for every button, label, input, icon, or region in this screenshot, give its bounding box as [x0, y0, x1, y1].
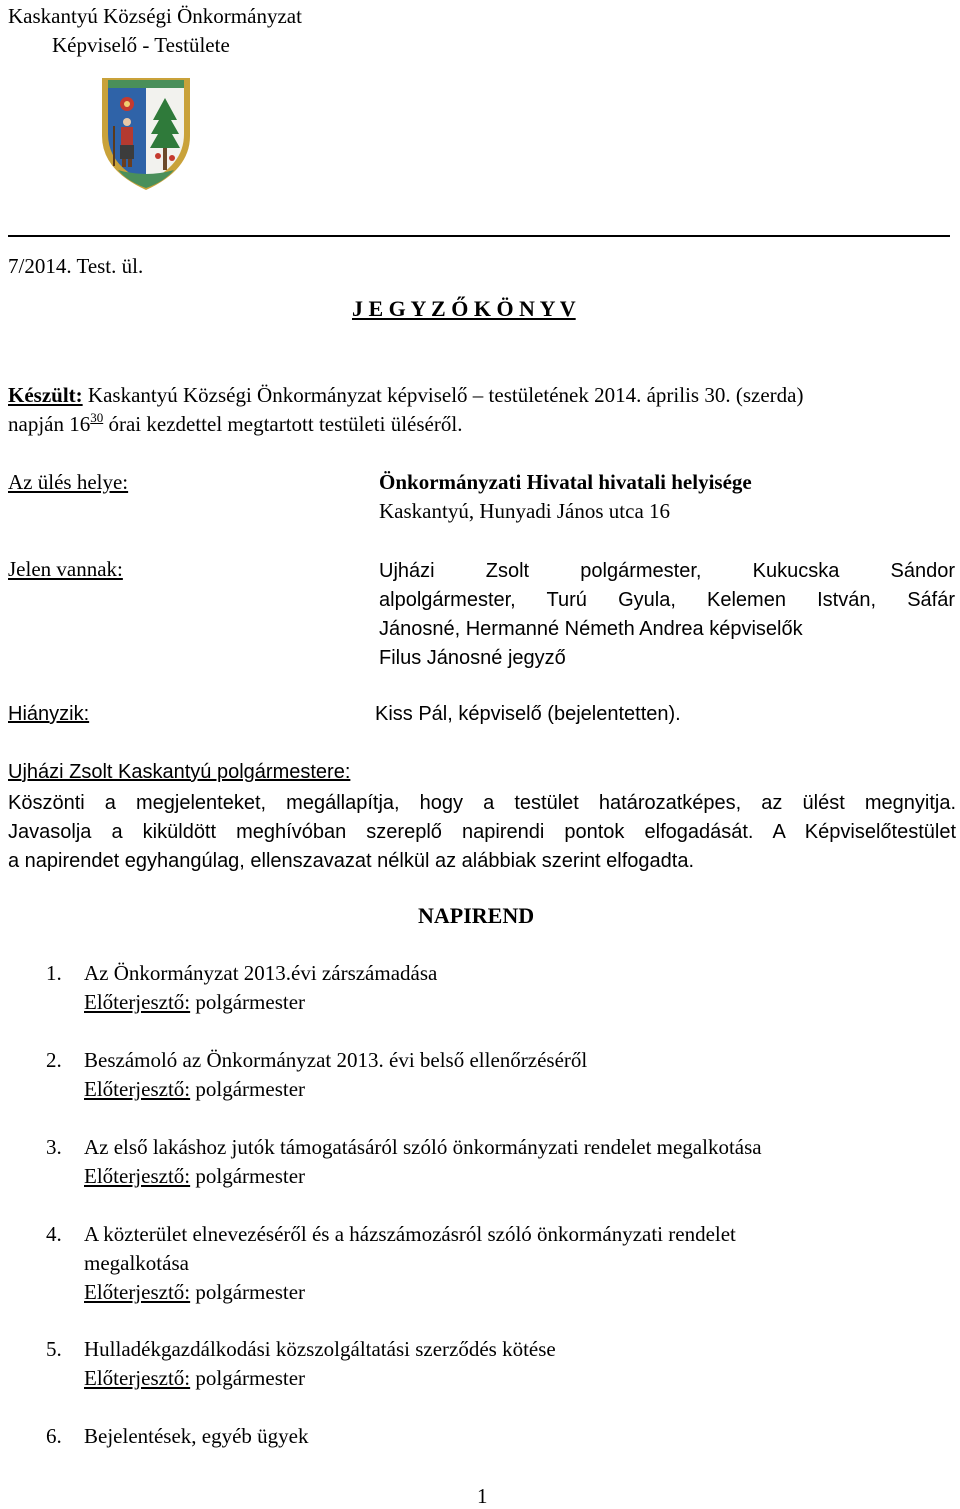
agenda-item-title: Hulladékgazdálkodási közszolgáltatási szerződés kötése: [84, 1337, 556, 1361]
org-name: Kaskantyú Községi Önkormányzat: [8, 4, 302, 28]
mayor-line-1: Köszönti a megjelenteket, megállapítja, hogy a testület határozatképes, az ülést megnyitja.: [8, 792, 956, 814]
present-label: Jelen vannak:: [8, 557, 123, 581]
agenda-item-number: 1.: [46, 961, 62, 985]
mayor-speaker: Ujházi Zsolt Kaskantyú polgármestere:: [8, 761, 351, 783]
present-block: [379, 557, 955, 673]
agenda-item-number: 3.: [46, 1135, 62, 1159]
present-line-1: Ujházi Zsolt polgármester, Kukucska Sándor: [379, 560, 955, 582]
coat-of-arms-icon: [98, 70, 194, 192]
presenter-label: Előterjesztő:: [84, 1077, 191, 1101]
present-line-4: Filus Jánosné jegyző: [379, 647, 566, 669]
venue-label: Az ülés helye:: [8, 470, 129, 494]
intro-date-post: órai kezdettel megtartott testületi üléséről.: [103, 412, 463, 436]
doc-number: 7/2014. Test. ül.: [8, 254, 144, 278]
mayor-line-2: Javasolja a kiküldött meghívóban szereplő napirendi pontok elfogadását. A Képviselőtestület: [8, 821, 956, 843]
doc-title: J E G Y Z Ő K Ö N Y V: [352, 296, 576, 321]
agenda-item-title: A közterület elnevezéséről és a házszámozásról szóló önkormányzati rendelet: [84, 1222, 736, 1246]
presenter-value: polgármester: [190, 990, 306, 1014]
agenda-item-number: 2.: [46, 1048, 62, 1072]
mayor-speech: [8, 789, 956, 876]
venue-address: Kaskantyú, Hunyadi János utca 16: [379, 499, 671, 523]
agenda-item: [46, 961, 62, 986]
page-number: 1: [477, 1484, 488, 1508]
agenda-item-number: 4.: [46, 1222, 62, 1246]
agenda-item-number: 6.: [46, 1424, 62, 1448]
agenda-item-presenter: [84, 990, 305, 1015]
presenter-value: polgármester: [190, 1077, 306, 1101]
venue-name: Önkormányzati Hivatal hivatali helyisége: [379, 470, 752, 494]
agenda-item-title: Beszámoló az Önkormányzat 2013. évi belső ellenőrzéséről: [84, 1048, 588, 1072]
intro-line-1: [8, 383, 956, 408]
agenda-title: NAPIREND: [418, 903, 535, 928]
present-line-3: Jánosné, Hermanné Németh Andrea képviselők: [379, 618, 803, 640]
presenter-value: polgármester: [190, 1366, 306, 1390]
header-divider: [8, 235, 950, 237]
absent-value: Kiss Pál, képviselő (bejelentetten).: [375, 703, 681, 725]
intro-text: Kaskantyú Községi Önkormányzat képviselő – testületének 2014. április 30. (szerda): [87, 383, 804, 407]
intro-date-pre: napján 16: [8, 412, 91, 436]
presenter-label: Előterjesztő:: [84, 990, 191, 1014]
org-body: Képviselő - Testülete: [52, 33, 230, 57]
agenda-item-title: Az első lakáshoz jutók támogatásáról szóló önkormányzati rendelet megalkotása: [84, 1135, 762, 1159]
agenda-item-title: Az Önkormányzat 2013.évi zárszámadása: [84, 961, 438, 985]
presenter-label: Előterjesztő:: [84, 1280, 191, 1304]
intro-line-2: [8, 412, 462, 437]
agenda-item-presenter: [84, 1366, 305, 1391]
agenda-item-number: 5.: [46, 1337, 62, 1361]
agenda-item-presenter: [84, 1164, 305, 1189]
mayor-line-3: a napirendet egyhangúlag, ellenszavazat nélkül az alábbiak szerint elfogadta.: [8, 850, 695, 872]
agenda-item-title-cont: megalkotása: [84, 1251, 189, 1275]
agenda-item-presenter: [84, 1280, 305, 1305]
presenter-value: polgármester: [190, 1164, 306, 1188]
present-line-2: alpolgármester, Turú Gyula, Kelemen István, Sáfár: [379, 589, 955, 611]
presenter-label: Előterjesztő:: [84, 1164, 191, 1188]
absent-label: Hiányzik:: [8, 703, 90, 725]
presenter-value: polgármester: [190, 1280, 306, 1304]
intro-time-sup: 30: [90, 410, 104, 425]
agenda-item-title: Bejelentések, egyéb ügyek: [84, 1424, 309, 1448]
presenter-label: Előterjesztő:: [84, 1366, 191, 1390]
agenda-item-presenter: [84, 1077, 305, 1102]
intro-label: Készült:: [8, 383, 83, 407]
